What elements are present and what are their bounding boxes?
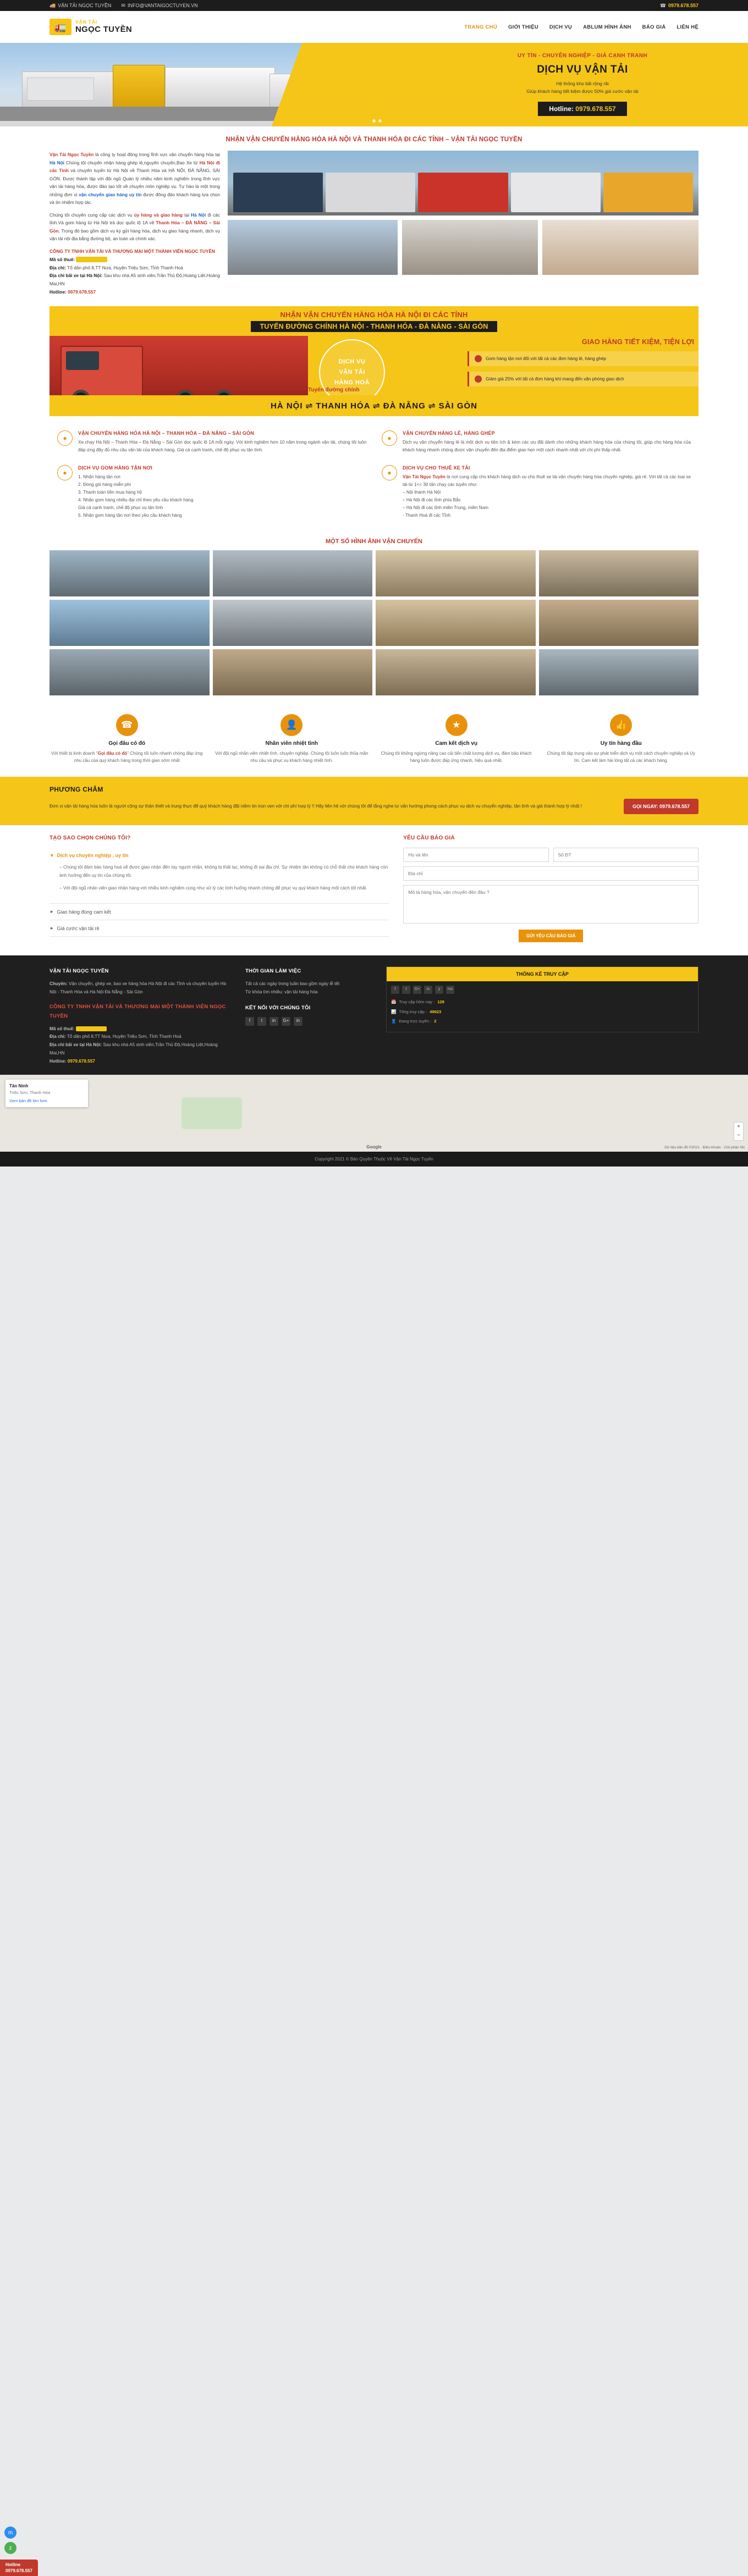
- youtube-icon[interactable]: y: [435, 986, 443, 994]
- service-3-title: DỊCH VỤ GOM HÀNG TẬN NƠI: [78, 465, 152, 471]
- hero-hotline[interactable]: [538, 102, 626, 116]
- floating-hotline[interactable]: [0, 2560, 38, 2576]
- motto-title: PHƯƠNG CHÂM: [50, 785, 103, 793]
- users-icon: 👤: [391, 1019, 397, 1024]
- facebook-icon[interactable]: f: [245, 1017, 254, 1026]
- map-attribution: Dữ liệu bản đồ ©2021 · Điều khoản · Gửi phản hồi: [664, 1145, 745, 1149]
- twitter-icon[interactable]: t: [257, 1017, 266, 1026]
- badge-line-1: DỊCH VỤ: [338, 358, 366, 366]
- service-card-3: [50, 460, 374, 525]
- features-section: [0, 704, 748, 777]
- service-4-item-1: – Nội thành Hà Nội: [403, 489, 441, 495]
- user-icon: 👤: [280, 714, 302, 736]
- feature-3-title: Cam kết dịch vụ: [435, 740, 478, 747]
- googleplus-icon[interactable]: G+: [413, 986, 421, 994]
- bullet-dot-icon: [475, 355, 482, 362]
- accordion-label-1: Dịch vụ chuyên nghiệp , uy tín: [57, 853, 129, 859]
- feature-4-title: Uy tín hàng đầu: [600, 740, 642, 747]
- logo[interactable]: [50, 19, 132, 35]
- stat-today-value: 128: [437, 999, 444, 1005]
- intro-p2-a: Chúng tôi chuyên cung cấp các dịch vụ: [50, 212, 134, 218]
- googleplus-icon[interactable]: G+: [282, 1017, 290, 1026]
- circle-icon: ●: [382, 430, 397, 446]
- nav-item-home[interactable]: TRANG CHỦ: [464, 24, 497, 30]
- service-3-item-6: 5. Nhận gom hàng tận nơi theo yêu cầu khách hàng: [78, 512, 182, 518]
- footer-addr1-label: Địa chỉ:: [50, 1034, 66, 1040]
- service-3-item-1: 1. Nhận hàng tận nơi: [78, 474, 120, 480]
- route-text: HÀ NỘI ⇌ THANH HÓA ⇌ ĐÀ NẴNG ⇌ SÀI GÒN: [271, 401, 477, 411]
- topbar-phone-label: 0979.678.557: [668, 3, 698, 8]
- feature-1-title: Gọi đâu có đó: [108, 740, 146, 747]
- circle-icon: ●: [382, 465, 397, 480]
- rss-icon[interactable]: rss: [446, 986, 454, 994]
- intro-tax-value: 0019793: [76, 257, 107, 262]
- accordion-item-2[interactable]: [50, 904, 389, 920]
- topbar-brand-label: VẬN TẢI NGỌC TUYỀN: [58, 3, 112, 8]
- thumbsup-icon: 👍: [610, 714, 632, 736]
- accordion-body-1-p1: – Chúng tôi đảm bảo hàng hoá sẽ được giao nhận đến tay người nhận, không bị thất lạc, không đi sai địa chỉ. Sự nhiệm tân không có chỗ thất cho khách hàng còn ảnh hưởng đến uy tín của chúng tôi.: [59, 864, 388, 878]
- accordion-label-3: Giá cước vận tải rẻ: [57, 925, 100, 931]
- services-section: [0, 417, 748, 530]
- hero-title: DỊCH VỤ VẬN TẢI: [537, 64, 628, 75]
- instagram-icon[interactable]: in: [294, 1017, 302, 1026]
- hero-dot-3[interactable]: [378, 119, 382, 123]
- banner-bullet-2: [468, 372, 698, 386]
- intro-p1-e: Hà Nội đi các Tỉnh: [50, 159, 220, 174]
- location-map[interactable]: [0, 1075, 748, 1152]
- intro-p1-h: được đông đảo khách hàng lựa chọn và tin nhiệm hợp tác.: [50, 191, 221, 206]
- feature-2-text: Với đội ngũ nhân viên nhiệt tình, chuyên nghiệp. Chúng tôi luôn luôn thỏa mãn nhu cầu và phục vụ khách hàng nhiệt tình.: [215, 750, 369, 764]
- map-info-card: [6, 1080, 88, 1108]
- service-2-body: Dịch vụ vận chuyển hàng lẻ là một dịch vụ tiện ích & kèm các ưu đãi dành cho những khách hàng hóa của chúng tôi, giúp cho hàng hóa của khách hàng nhanh chóng được vận chuyển đến địa điểm giao hẹn một cách nhanh nhất với chi phí thấp nhất.: [403, 440, 691, 453]
- gallery-item-10[interactable]: [213, 649, 373, 695]
- footer-company-title: CÔNG TY TNHH VẬN TẢI VÀ THƯƠNG MẠI MỘT THÀNH VIÊN NGỌC TUYỀN: [50, 1003, 226, 1019]
- floating-hotline-label: Hotline: [6, 2562, 21, 2567]
- topbar-brand: [50, 3, 111, 9]
- intro-photo-main: [228, 151, 698, 215]
- intro-p2-c: tại: [183, 212, 191, 218]
- gallery-item-3[interactable]: [376, 550, 536, 596]
- footer-col-company: [50, 966, 231, 1066]
- accordion-item-1[interactable]: [50, 848, 389, 904]
- intro-p2-e: đi các tỉnh.Và gom hàng từ Hà Nội trả dọc quốc lộ 1A về: [50, 212, 221, 226]
- banner-line-1: NHẬN VẬN CHUYỂN HÀNG HÓA HÀ NỘI ĐI CÁC TỈNH: [280, 311, 468, 319]
- topbar-email-label: INFO@VANTAIGOCTUYEN.VN: [127, 3, 198, 8]
- hero-hotline-number: 0979.678.557: [575, 105, 616, 113]
- footer-keywords-text: Từ khóa tìm nhiều: vận tải hàng hóa: [245, 989, 318, 994]
- footer-hours-text: Tất cả các ngày trong tuần bao gồm ngày lễ tết: [245, 981, 340, 986]
- service-card-4: [374, 460, 698, 525]
- accordion-header-1[interactable]: [50, 848, 389, 864]
- hero-sub-1: Hệ thống kho bãi rộng rãi: [556, 81, 609, 86]
- footer-hotline-label: Hotline:: [50, 1058, 67, 1064]
- stat-online: [391, 1018, 694, 1025]
- feature-2: [215, 714, 370, 765]
- map-place-sub: Triệu Sơn, Thanh Hóa: [9, 1090, 51, 1095]
- footer-addr1-value: Tổ dân phố 8,TT Nưa, Huyện Triệu Sơn, Tỉnh Thanh Hoá: [65, 1034, 182, 1040]
- intro-p1-g: vận chuyển giao hàng uy tín: [79, 191, 142, 197]
- zalo-icon[interactable]: z: [4, 2542, 16, 2554]
- floating-hotline-number: 0979.678.557: [6, 2568, 32, 2573]
- nav-item-services[interactable]: DỊCH VỤ: [549, 24, 573, 30]
- intro-hotline-label: Hotline:: [50, 289, 67, 295]
- feature-4: [544, 714, 699, 765]
- intro-p1-c: Hà Nội: [50, 159, 64, 165]
- hero-sub-2: Giúp khách hàng tiết kiệm được 50% giá cước vận tải: [526, 88, 639, 94]
- calendar-icon: 📅: [391, 999, 397, 1005]
- twitter-icon[interactable]: t: [402, 986, 410, 994]
- service-1-title: VẬN CHUYỂN HÀNG HÓA HÀ NỘI – THANH HÓA – ĐÀ NẴNG – SÀI GÒN: [78, 430, 254, 436]
- footer-col-hours: [245, 966, 372, 1066]
- accordion-header-2[interactable]: [50, 904, 389, 920]
- nav-item-contact[interactable]: LIÊN HỆ: [676, 24, 698, 30]
- phone-icon: ☎: [116, 714, 138, 736]
- intro-photo-c: [542, 220, 698, 275]
- feature-4-text: Chúng tôi tập trung vào sự phát triển dịch vụ một cách chuyên nghiệp và Uy tín. Cam kết làm hài lòng tất cả các khách hàng.: [547, 750, 695, 764]
- stat-total: [391, 1008, 694, 1016]
- intro-photo-b: [402, 220, 538, 275]
- footer-brand-title: VẬN TẢI NGỌC TUYỀN: [50, 968, 109, 974]
- gallery-section: [0, 530, 748, 704]
- stat-today-label: Truy cập hôm nay :: [399, 999, 435, 1005]
- topbar-phone[interactable]: [660, 3, 698, 9]
- service-3-item-3: 3. Thanh toán tiền mua hàng hộ: [78, 489, 142, 495]
- banner-bullet-1-text: Gom hàng tận nơi đối với tất cả các đơn hàng lẻ, hàng ghép: [486, 356, 607, 362]
- stat-online-label: Đang trực tuyến :: [399, 1019, 432, 1024]
- call-now-button[interactable]: GỌI NGAY: 0979.678.557: [624, 799, 698, 814]
- badge-line-3: HÀNG HOÁ: [334, 379, 370, 386]
- feature-1-text-hl: Gọi đâu có đó: [97, 750, 128, 756]
- hero-kicker: UY TÍN - CHUYÊN NGHIỆP - GIÁ CẠNH TRANH: [517, 53, 648, 59]
- accordion-label-2: Giao hàng đúng cam kết: [57, 909, 111, 915]
- intro-p2-f: Thanh Hóa – ĐÀ NẴNG – Sài Gòn: [50, 220, 220, 234]
- linkedin-icon[interactable]: in: [270, 1017, 278, 1026]
- chevron-down-icon: ▾: [51, 852, 53, 858]
- map-zoom-in-button[interactable]: +: [737, 1124, 740, 1130]
- intro-hotline-value[interactable]: 0979.678.557: [66, 289, 96, 295]
- intro-addr2-label: Địa chỉ bãi xe tại Hà Nội:: [50, 273, 103, 279]
- footer-hotline-value[interactable]: 0979.678.557: [66, 1058, 95, 1064]
- route-banner: [50, 306, 698, 416]
- intro-photo-a: [228, 220, 398, 275]
- service-card-2: [374, 425, 698, 460]
- phone-icon: ☎: [659, 2, 666, 8]
- hero-text-panel: [440, 43, 748, 126]
- feature-3-text: Chúng tôi không ngừng nâng cao cải tiến chất lượng dịch vụ, đảm bảo khách hàng luôn được đáp ứng nhanh, hiệu quả nhất.: [381, 750, 532, 764]
- intro-company-inline: Vận Tải Ngọc Tuyền: [50, 152, 94, 157]
- faq-title: TẠO SAO CHỌN CHÚNG TÔI?: [50, 834, 131, 841]
- top-bar: [0, 0, 748, 11]
- footer-connect-title: KẾT NỐI VỚI CHÚNG TÔI: [245, 1004, 311, 1011]
- service-3-item-5: Giá cả cạnh tranh, chế độ phục vụ tận tình: [78, 505, 163, 510]
- service-4-title: DỊCH VỤ CHO THUÊ XE TẢI: [403, 465, 470, 471]
- logo-line-1: VẬN TẢI: [75, 19, 97, 25]
- truck-icon: 🚚: [50, 2, 56, 8]
- route-banner-section: [0, 306, 748, 416]
- map-zoom-controls[interactable]: [734, 1122, 744, 1141]
- feature-1-text-b: " Chúng tôi luôn nhanh chóng đáp ứng nhu cầu của quý khách hàng trong thời gian sớm nhất: [74, 750, 203, 764]
- gallery-item-4[interactable]: [539, 550, 699, 596]
- footer-social-links: [245, 1017, 372, 1026]
- service-4-item-2: – Hà Nội đi các tỉnh phía Bắc: [403, 497, 461, 502]
- intro-addr1-label: Địa chỉ:: [50, 264, 66, 270]
- gallery-item-12[interactable]: [539, 649, 699, 695]
- quote-title: YÊU CẦU BÁO GIÁ: [403, 834, 455, 841]
- intro-section: [0, 126, 748, 306]
- gallery-item-5[interactable]: [50, 600, 210, 646]
- nav-item-gallery[interactable]: ABLUM HÌNH ẢNH: [583, 24, 631, 30]
- route-label: Tuyến đường chính: [308, 387, 360, 394]
- hero-dot-2[interactable]: [372, 119, 376, 123]
- quote-submit-button[interactable]: GỬI YÊU CẦU BÁO GIÁ: [519, 930, 584, 942]
- chevron-right-icon: ▸: [51, 925, 53, 931]
- footer-hours-title: THỜI GIAN LÀM VIỆC: [245, 968, 301, 974]
- intro-company-name: CÔNG TY TNHH VẬN TẢI VÀ THƯƠNG MẠI MỘT THÀNH VIÊN NGỌC TUYỀN: [50, 248, 215, 254]
- map-view-larger-link[interactable]: Xem bản đồ lớn hơn: [9, 1098, 47, 1103]
- footer-col-stats: [386, 966, 698, 1066]
- page-root: [0, 0, 748, 1167]
- service-4-item-3: – Hà Nội đi các tỉnh miền Trung, miền Nam: [403, 505, 489, 510]
- service-card-1: [50, 425, 374, 460]
- gallery-item-11[interactable]: [376, 649, 536, 695]
- logo-line-2: NGỌC TUYỀN: [75, 24, 133, 34]
- main-nav: [464, 24, 698, 30]
- quote-phone-input[interactable]: [553, 848, 698, 862]
- gallery-item-9[interactable]: [50, 649, 210, 695]
- google-logo: Google: [366, 1144, 382, 1149]
- map-zoom-out-button[interactable]: −: [737, 1132, 740, 1139]
- badge-line-2: VẬN TẢI: [339, 368, 365, 375]
- accordion-body-1-p2: – Với đội ngũ nhân viên giao nhận hàng với nhiều kinh nghiệm cùng như xử lý các tình huống nhanh chóng để phục vụ quý khách hàng một cách tốt nhất: [59, 886, 366, 891]
- feature-1: [50, 714, 205, 765]
- quote-message-textarea[interactable]: [403, 885, 698, 924]
- hero-dot-1[interactable]: [366, 119, 370, 123]
- linkedin-icon[interactable]: in: [424, 986, 432, 994]
- map-place-name: Tân Ninh: [9, 1083, 29, 1088]
- accordion-body-1: [50, 864, 389, 903]
- mail-icon: ✉: [121, 2, 125, 8]
- quote-name-input[interactable]: [403, 848, 548, 862]
- footer-addr2-value: Sau khu nhà A5 sinh viên,Trần Thủ Độ,Hoàng Liệt,Hoàng Mai,HN: [50, 1042, 218, 1055]
- service-4-item-4: - Thanh Hoá đi các Tỉnh: [403, 512, 451, 518]
- hero-banner: [0, 43, 748, 126]
- floating-chat-buttons[interactable]: [4, 2527, 16, 2554]
- copyright-bar: Copyright 2021 © Bản Quyền Thuộc Về Vận Tải Ngọc Tuyền: [0, 1152, 748, 1167]
- service-4-brand: Vận Tải Ngọc Tuyền: [403, 474, 446, 480]
- stat-total-label: Tổng truy cập :: [399, 1009, 427, 1014]
- bullet-dot-icon: [475, 375, 482, 383]
- intro-p2-g: . Trong đó bao gồm dịch vụ ký gửi hàng hóa, dịch vụ giao hàng nhanh, dịch vụ vận tải nội địa bằng đường bộ, an toàn và chính xác.: [50, 228, 220, 242]
- service-1-body: Xe chạy Hà Nội – Thanh Hóa – Đà Nẵng – Sài Gòn dọc quốc lộ 1A mỗi ngày. Với kinh nghiệm hơn 10 năm trong ngành vận tải, chúng tôi luôn đáp ứng đầy đủ nhu cầu vận tải của khách hàng. Giá cả cạnh tranh, chế độ phục vụ tận tình.: [78, 440, 366, 453]
- footer-addr2-label: Địa chỉ bãi xe tại Hà Nội:: [50, 1042, 102, 1048]
- circle-icon: ●: [57, 430, 73, 446]
- stat-total-value: 49623: [430, 1009, 442, 1014]
- banner-line-2: TUYẾN ĐƯỜNG CHÍNH HÀ NỘI - THANH HÓA - ĐÀ NẴNG - SÀI GÒN: [251, 321, 497, 332]
- feature-1-text-a: Với thiết bị kinh doanh ": [51, 750, 98, 756]
- intro-tax-label: Mã số thuế:: [50, 256, 75, 262]
- intro-addr2-value: Sau khu nhà A5 sinh viên,Trần Thủ Độ,Hoàng Liệt,Hoàng Mai,HN: [50, 273, 220, 287]
- stat-today: [391, 998, 694, 1006]
- service-4-body: là nơi cung cấp cho khách hàng dịch vụ cho thuê xe tải vận chuyển hàng hóa chuyên nghiệp, giá rẻ. Với tất cả các loại xe tải từ 1<= 30 tấn chạy các tuyến như:: [403, 474, 691, 488]
- gallery-item-1[interactable]: [50, 550, 210, 596]
- footer-tax-value: 0019793: [76, 1026, 107, 1031]
- feature-3: [379, 714, 534, 765]
- stats-social-icons: [391, 986, 694, 994]
- intro-p2-d: Hà Nội: [191, 212, 206, 218]
- motto-text: Đơn vị vận tải hàng hóa luôn là người cộng sự thân thiết và trung thực để quý khách hàng đặt niềm tin trọn vẹn với chi phí hợp lý !! Hãy liên hệ với chúng tôi để lắng nghe tư vấn hướng phong cách phục vụ dịch vụ chuyển nghiệp, tận tình và giá thành hợp lý nhất !: [50, 803, 582, 809]
- service-2-title: VẬN CHUYỂN HÀNG LẺ, HÀNG GHÉP: [403, 430, 495, 436]
- gallery-grid: [50, 550, 698, 704]
- facebook-icon[interactable]: f: [391, 986, 399, 994]
- intro-photos: [228, 151, 698, 296]
- quote-column: [403, 835, 698, 942]
- hero-hotline-label: Hotline:: [549, 105, 574, 113]
- footer-tax-label: Mã số thuế:: [50, 1026, 75, 1031]
- banner-right-heading: GIAO HÀNG TIẾT KIỆM, TIỆN LỢI: [582, 338, 694, 346]
- intro-p1-d: Chúng tôi chuyên nhận hàng ghép lẻ,nguyên chuyến,Bao Xe từ: [64, 159, 200, 165]
- footer-specialty-label: Chuyên:: [50, 981, 68, 986]
- site-footer: [0, 955, 748, 1075]
- messenger-icon[interactable]: m: [4, 2527, 16, 2539]
- route-footer: [50, 395, 698, 416]
- intro-p1-b: là công ty hoạt động trong lĩnh vực vận chuyển hàng hóa tại: [94, 152, 220, 157]
- service-3-item-2: 2. Đóng gói hàng miễn phí: [78, 482, 131, 488]
- stats-title: THỐNG KÊ TRUY CẬP: [387, 967, 698, 981]
- motto-section: [0, 777, 748, 825]
- circle-icon: ●: [57, 465, 73, 480]
- gallery-title: MỘT SỐ HÌNH ẢNH VẬN CHUYỂN: [325, 538, 422, 545]
- nav-item-about[interactable]: GIỚI THIỆU: [508, 24, 538, 30]
- intro-p2-b: ủy hàng và giao hàng: [134, 212, 183, 218]
- hero-slider-dots[interactable]: [366, 119, 382, 123]
- gallery-item-2[interactable]: [213, 550, 373, 596]
- gallery-item-6[interactable]: [213, 600, 373, 646]
- quote-address-input[interactable]: [403, 866, 698, 881]
- chevron-right-icon: ▸: [51, 909, 53, 915]
- stat-online-value: 2: [434, 1019, 437, 1024]
- topbar-email[interactable]: [121, 3, 197, 9]
- feature-2-title: Nhân viên nhiệt tình: [265, 740, 318, 747]
- intro-p1-f: và chuyên tuyến từ Hà Nội về Thanh Hóa và HÀ NỘI, ĐÀ NẴNG, SÀI GÒN. Được thành lập với đội ngũ Quản lý nhiều năm kinh nghiệm trong lĩnh vực vận tải hàng hóa, được đào tạo tốt về chuyên môn nghiệp vụ. Tự hào là một trong những đơn vị: [50, 168, 220, 197]
- site-header: [0, 11, 748, 43]
- accordion-item-3[interactable]: [50, 920, 389, 937]
- truck-logo-icon: 🚛: [50, 19, 72, 35]
- intro-text: [50, 151, 220, 296]
- star-icon: ★: [446, 714, 468, 736]
- footer-specialty-text: Vận chuyển, ghép xe, bao xe hàng hóa Hà Nội đi các Tỉnh và chuyên tuyến Hà Nội - Thanh Hóa và Hà Nội Đà Nẵng - Sài Gòn: [50, 981, 227, 994]
- service-3-item-4: 4. Nhận gom hàng nhiều đại chỉ theo yêu cầu khách hàng: [78, 497, 194, 502]
- banner-bullet-2-text: Giảm giá 25% với tất cả đơn hàng khi mang đến văn phòng giao dịch: [486, 377, 624, 382]
- gallery-item-7[interactable]: [376, 600, 536, 646]
- faq-column: [50, 835, 389, 942]
- intro-addr1-value: Tổ dân phố 8,TT Nưa, Huyện Triệu Sơn, Tỉnh Thanh Hoá: [65, 264, 183, 270]
- banner-bullet-1: [468, 351, 698, 366]
- faq-quote-section: [0, 825, 748, 955]
- intro-title: NHẬN VẬN CHUYỂN HÀNG HÓA HÀ NỘI VÀ THANH HÓA ĐI CÁC TỈNH – VẬN TẢI NGỌC TUYỀN: [226, 136, 522, 143]
- chart-icon: 📊: [391, 1009, 397, 1014]
- gallery-item-8[interactable]: [539, 600, 699, 646]
- accordion-header-3[interactable]: [50, 920, 389, 936]
- nav-item-pricing[interactable]: BÁO GIÁ: [642, 24, 666, 30]
